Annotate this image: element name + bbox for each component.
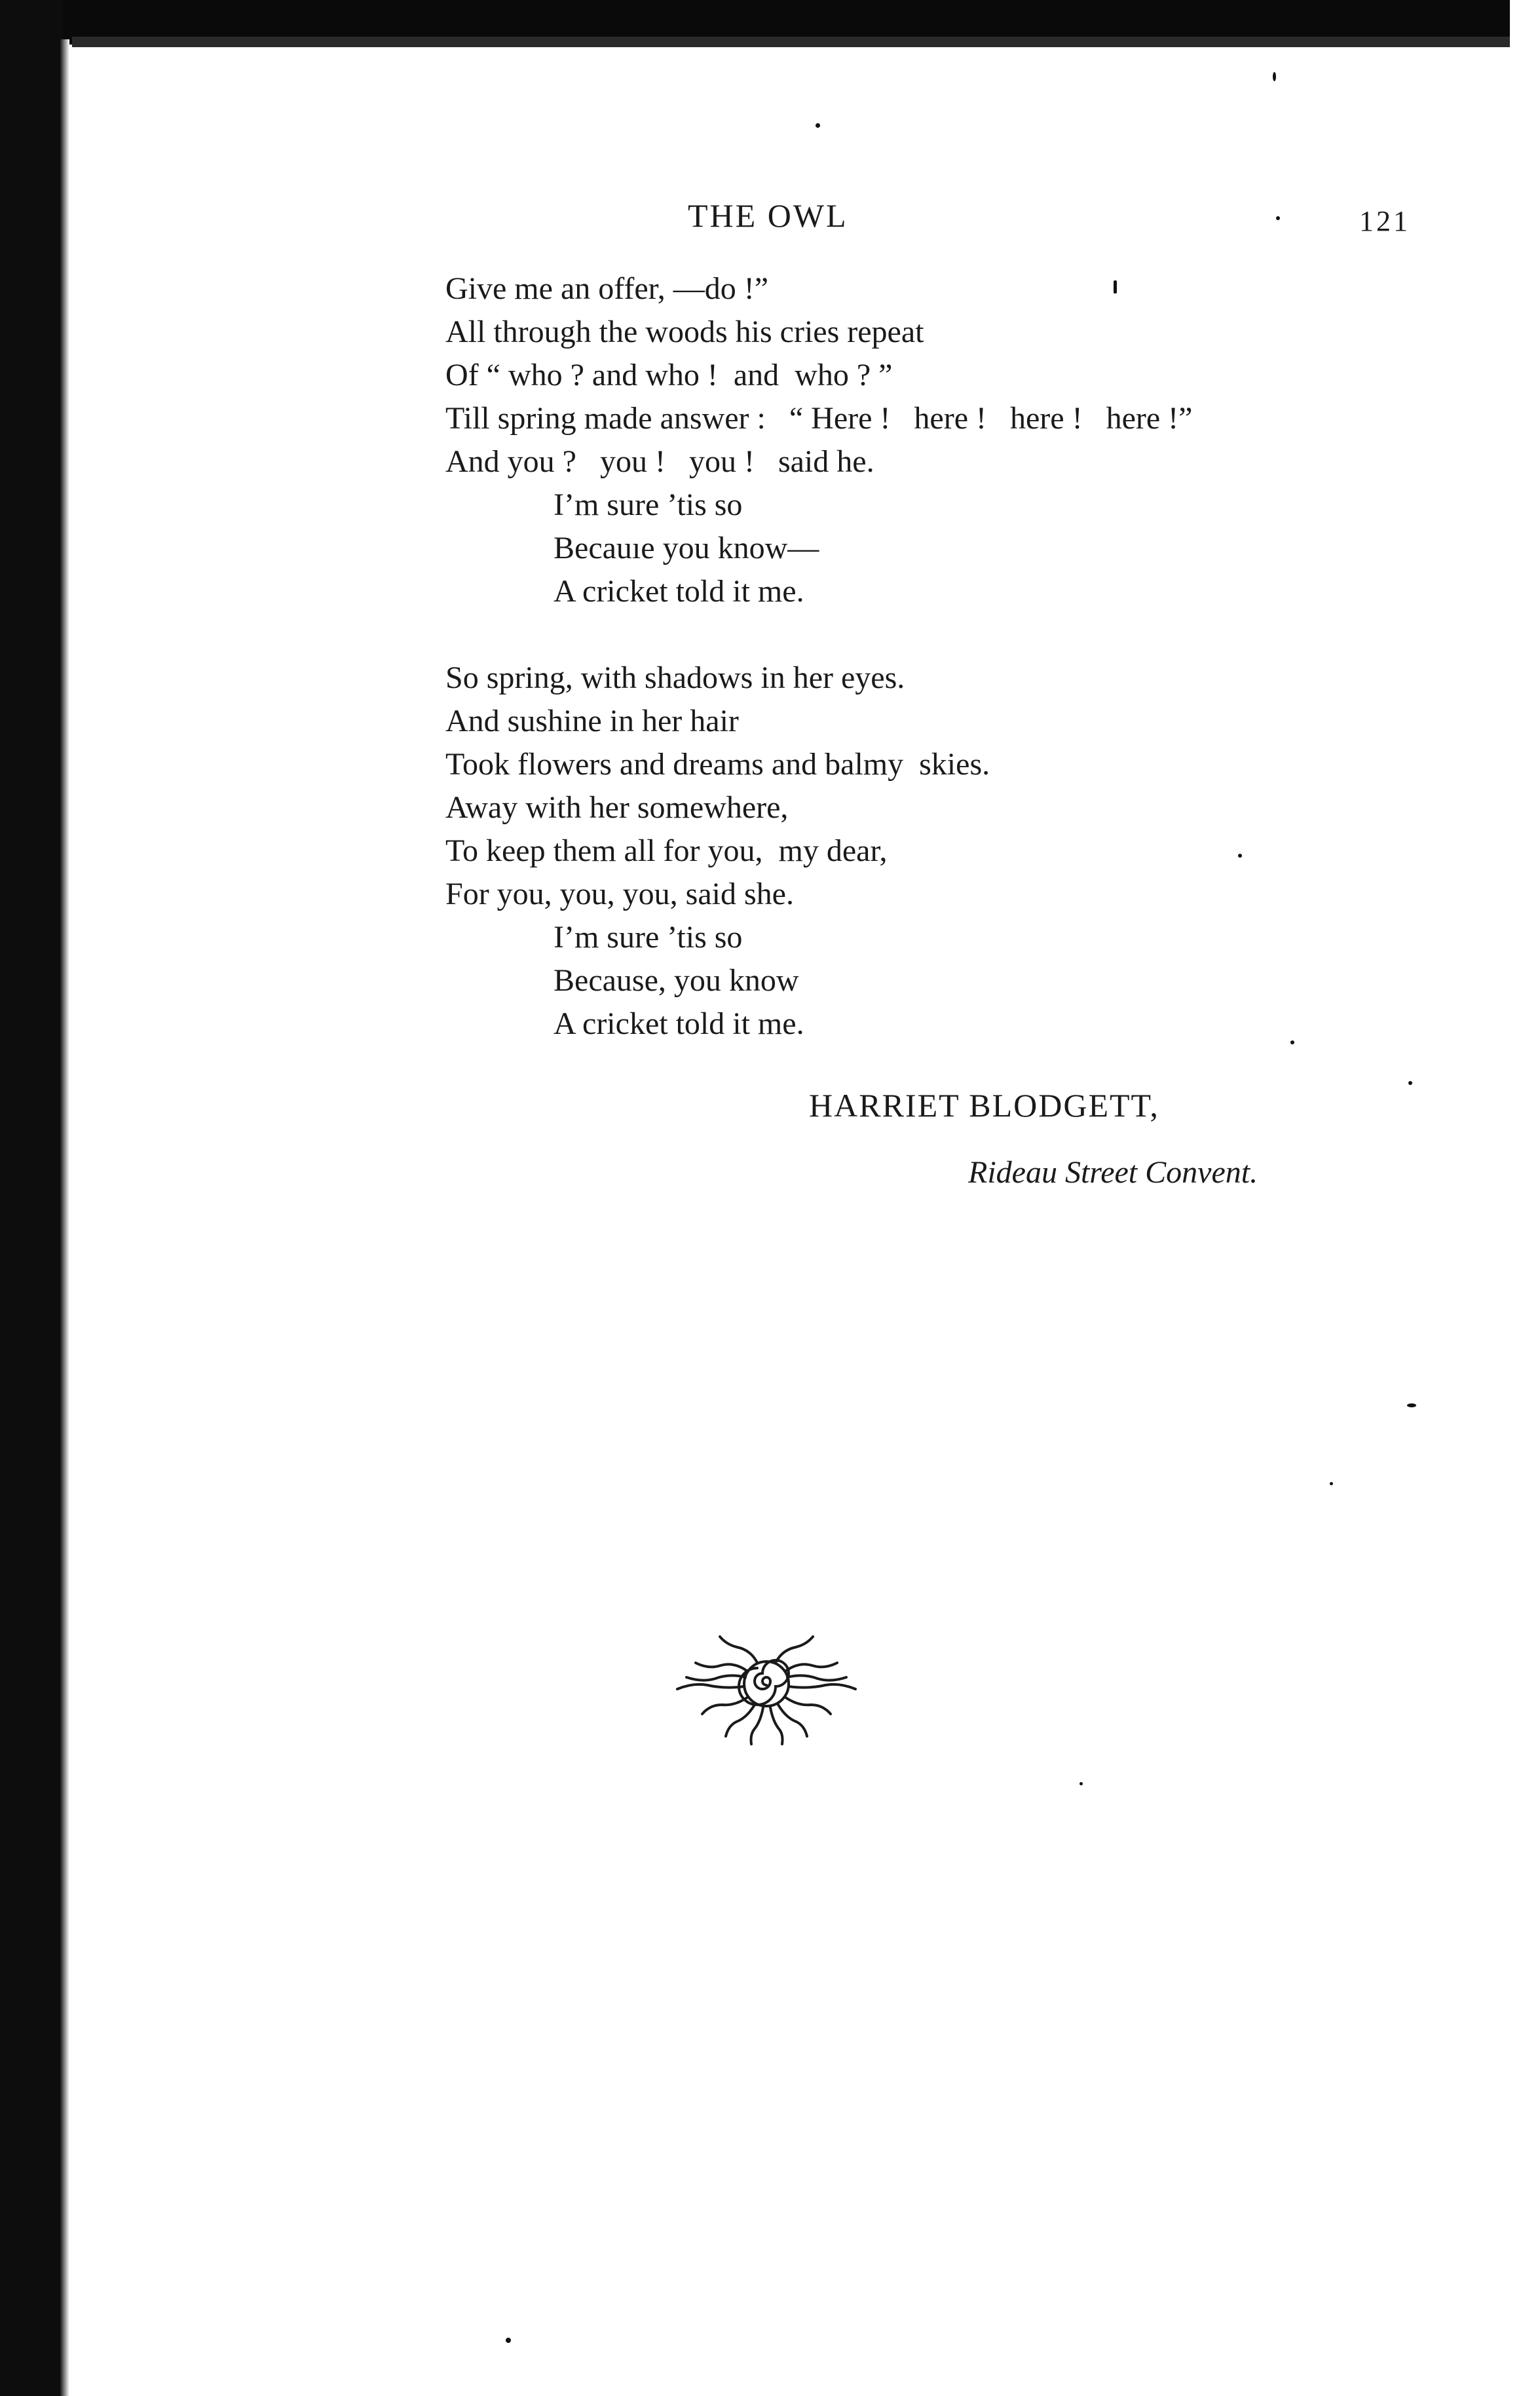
poem-refrain-line: A cricket told it me.: [554, 574, 804, 609]
poem-refrain-line: I’m sure ’tis so: [554, 487, 743, 522]
poem-refrain-line: Because, you know: [554, 963, 799, 998]
page-number: 121: [1359, 205, 1410, 237]
running-head: THE OWL: [688, 197, 848, 234]
scan-speck: [1273, 72, 1276, 81]
poem-line: So spring, with shadows in her eyes.: [445, 660, 905, 695]
scan-speck: [1238, 854, 1242, 858]
author-signature: HARRIET BLODGETT,: [809, 1087, 1159, 1124]
poem-stanza-2: [445, 656, 990, 1046]
scan-speck: [1407, 1403, 1416, 1407]
poem-line: All through the woods his cries repeat: [445, 314, 924, 349]
poem-line: Away with her somewhere,: [445, 790, 789, 825]
poem-line: To keep them all for you, my dear,: [445, 833, 888, 868]
poem-stanza-1: [445, 267, 1192, 613]
poem-line: And you ? you ! you ! said he.: [445, 444, 874, 479]
scan-speck: [1408, 1081, 1412, 1085]
scan-speck: [1330, 1482, 1333, 1485]
scan-speck: [506, 2338, 511, 2343]
poem-line: Till spring made answer : “ Here ! here ! here ! here !”: [445, 401, 1193, 436]
scan-speck: [1290, 1040, 1294, 1044]
poem-refrain-line: Becauıe you know—: [554, 531, 819, 565]
author-affiliation: Rideau Street Convent.: [968, 1155, 1258, 1190]
poem-line: For you, you, you, said she.: [445, 877, 794, 911]
poem-line: Of “ who ? and who ! and who ? ”: [445, 358, 893, 392]
scan-speck: [1276, 216, 1280, 220]
poem-line: Give me an offer, —do !”: [445, 271, 769, 306]
scan-left-gutter: [0, 0, 63, 2396]
poem-refrain-line: A cricket told it me.: [554, 1006, 804, 1041]
scan-speck: [816, 123, 820, 128]
scan-left-gutter-edge: [60, 39, 69, 2396]
poem-line: Took flowers and dreams and balmy skies.: [445, 747, 990, 782]
scan-speck: [1080, 1782, 1083, 1785]
poem-line: And sushine in her hair: [445, 704, 739, 738]
scan-top-border-fade: [72, 37, 1510, 47]
spiral-sun-ornament-icon: [648, 1618, 884, 1749]
poem-refrain-line: I’m sure ’tis so: [554, 920, 743, 955]
